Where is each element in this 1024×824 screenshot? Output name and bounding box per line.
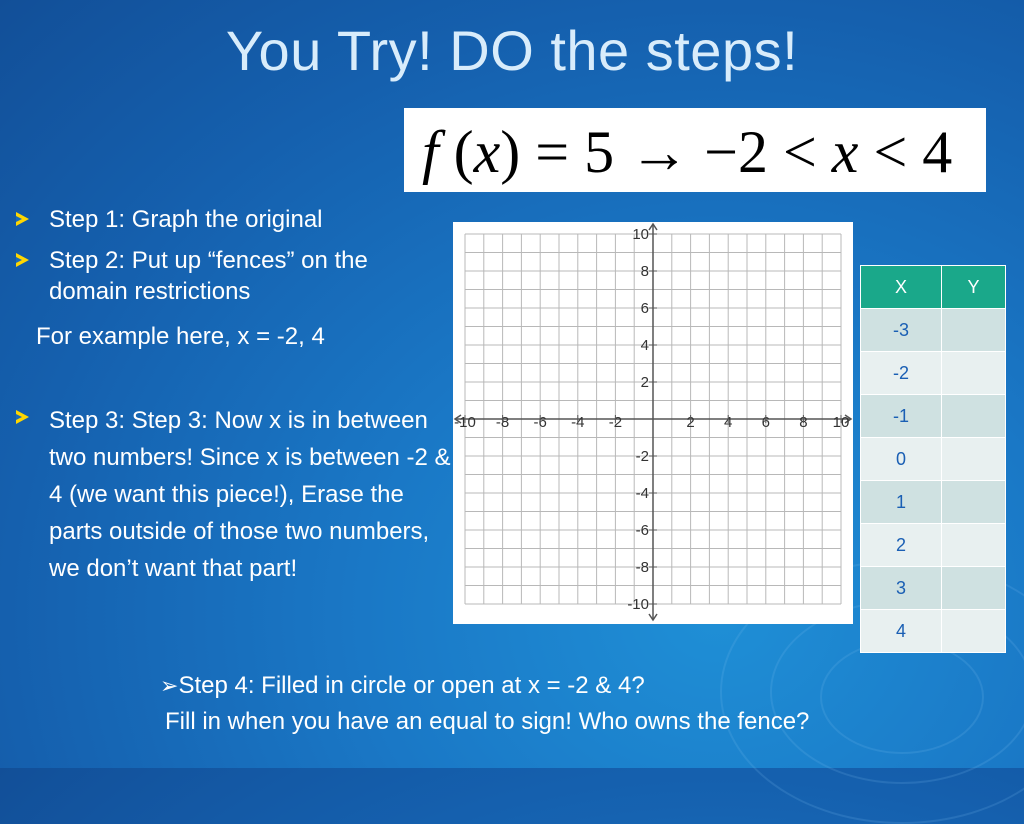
table-cell-y[interactable]: [942, 524, 1006, 567]
arrow-bullet-icon: [16, 253, 29, 267]
x-tick-label: -8: [495, 414, 510, 431]
step4-text: Step 4: Filled in circle or open at x = -2 & 4?: [178, 672, 645, 699]
step-text: Step 3: Step 3: Now x is in between two numbers! Since x is between -2 & 4 (we want this piece!), Erase the parts outside of those two numbers, we don’t want that part!: [49, 407, 451, 582]
y-tick-label: 2: [640, 374, 649, 391]
table-row: [861, 352, 1006, 395]
arrow-bullet-icon: [16, 212, 29, 226]
x-tick-label: 4: [724, 414, 733, 431]
x-tick-label: -2: [608, 414, 623, 431]
table-cell-x: 4: [861, 610, 942, 653]
table-cell-x: 3: [861, 567, 942, 610]
x-tick-label: -4: [571, 414, 585, 431]
arrow-bullet-icon: [16, 410, 29, 424]
table-row: [861, 481, 1006, 524]
arrow-bullet-icon: ➢: [160, 673, 179, 698]
table-cell-y[interactable]: [942, 395, 1006, 438]
table-cell-x: 2: [861, 524, 942, 567]
svg-text:f (x) = 5 → −2 < x < 4: f (x) = 5 → −2 < x < 4: [422, 119, 953, 185]
steps-list: [14, 204, 454, 587]
step-note: [14, 321, 454, 352]
y-tick-label: 4: [640, 337, 649, 354]
table-cell-x: 0: [861, 438, 942, 481]
table-cell-y[interactable]: [942, 481, 1006, 524]
x-tick-label: 10: [832, 414, 850, 431]
x-tick-label: -10: [454, 414, 476, 431]
table-cell-y[interactable]: [942, 610, 1006, 653]
table-row: [861, 438, 1006, 481]
y-tick-label: -4: [635, 485, 649, 502]
formula-equation: [404, 108, 986, 192]
table-cell-x: 1: [861, 481, 942, 524]
table-row: [861, 524, 1006, 567]
table-row: [861, 567, 1006, 610]
step-text: Step 2: Put up “fences” on the domain restrictions: [49, 247, 368, 305]
table-cell-y[interactable]: [942, 309, 1006, 352]
step-text: Step 1: Graph the original: [49, 206, 323, 233]
step4-line: [160, 668, 809, 704]
x-tick-label: -6: [533, 414, 547, 431]
coordinate-grid-svg: [453, 222, 853, 624]
x-tick-label: 2: [686, 414, 695, 431]
step4-followup: Fill in when you have an equal to sign! Who owns the fence?: [165, 708, 810, 735]
coordinate-grid: [453, 222, 853, 624]
y-tick-label: -10: [627, 596, 649, 613]
step4-block: [160, 668, 809, 740]
y-tick-label: -2: [635, 448, 649, 465]
x-tick-label: 6: [761, 414, 770, 431]
table-cell-y[interactable]: [942, 567, 1006, 610]
y-tick-label: 6: [640, 300, 649, 317]
table-cell-x: -2: [861, 352, 942, 395]
table-row: [861, 309, 1006, 352]
y-tick-label: -8: [635, 559, 649, 576]
table-header-y: Y: [942, 266, 1006, 309]
y-tick-label: 10: [632, 226, 649, 243]
y-tick-label: 8: [640, 263, 649, 280]
table-row: [861, 395, 1006, 438]
table-cell-y[interactable]: [942, 438, 1006, 481]
table-cell-x: -3: [861, 309, 942, 352]
table-header-x: X: [861, 266, 942, 309]
table-cell-y[interactable]: [942, 352, 1006, 395]
formula-box: [404, 108, 986, 192]
step-note-text: For example here, x = -2, 4: [36, 323, 325, 350]
xy-table: [860, 265, 1006, 653]
ripple-decoration: [820, 640, 984, 754]
step-item: [14, 204, 454, 235]
table-cell-x: -1: [861, 395, 942, 438]
x-tick-label: 8: [799, 414, 808, 431]
slide-title: You Try! DO the steps!: [225, 19, 799, 82]
table-row: [861, 610, 1006, 653]
y-tick-label: -6: [635, 522, 649, 539]
step-item: [14, 402, 454, 587]
step-item: [14, 245, 454, 307]
